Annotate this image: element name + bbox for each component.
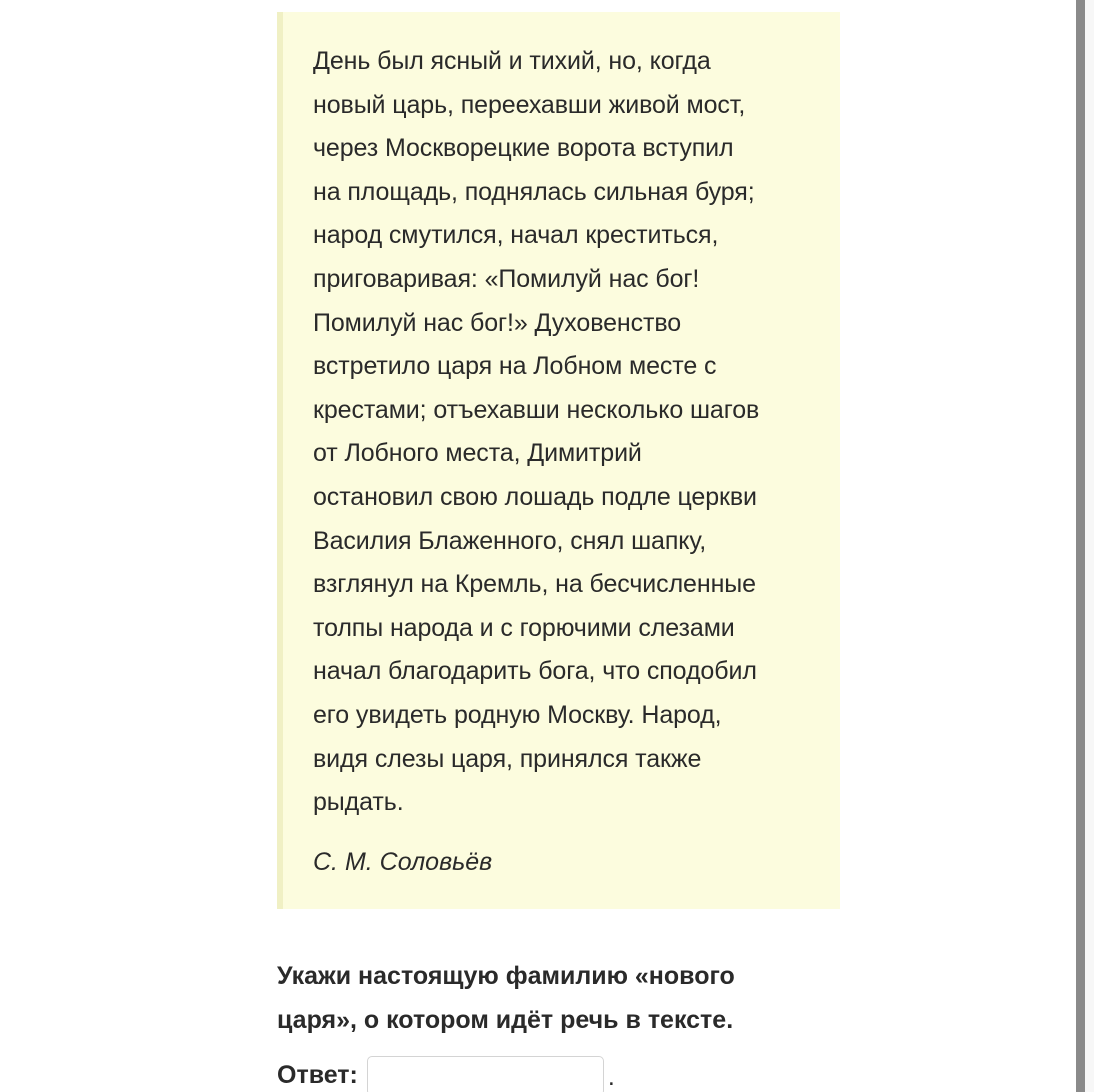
quote-line: новый царь, переехавши живой мост, <box>313 90 746 119</box>
scrollbar-track[interactable] <box>1085 0 1094 1092</box>
quote-line: остановил свою лошадь подле церкви <box>313 482 757 511</box>
quote-block <box>277 12 840 909</box>
question-line: Укажи настоящую фамилию «нового <box>277 962 735 990</box>
answer-label: Ответ: <box>277 1061 358 1089</box>
quote-line: его увидеть родную Москву. Народ, <box>313 700 722 729</box>
quote-line: видя слезы царя, принялся также <box>313 744 702 773</box>
answer-suffix: . <box>607 1063 615 1091</box>
quote-line: взглянул на Кремль, на бесчисленные <box>313 570 756 599</box>
quote-text <box>313 40 833 825</box>
question-text <box>277 954 735 1042</box>
quote-line: народ смутился, начал креститься, <box>313 221 719 250</box>
quote-line: Помилуй нас бог!» Духовенство <box>313 308 682 337</box>
quote-line: от Лобного места, Димитрий <box>313 439 642 468</box>
quote-line: начал благодарить бога, что сподобил <box>313 657 757 686</box>
quote-line: крестами; отъехавши несколько шагов <box>313 395 760 424</box>
quote-line: толпы народа и с горючими слезами <box>313 613 735 642</box>
quote-line: встретило царя на Лобном месте с <box>313 352 717 381</box>
quote-line: приговаривая: «Помилуй нас бог! <box>313 264 700 293</box>
scrollbar-thumb[interactable] <box>1076 0 1085 1092</box>
quote-author: С. М. Соловьёв <box>313 848 493 876</box>
quote-line: на площадь, поднялась сильная буря; <box>313 177 755 206</box>
quote-line: Василия Блаженного, снял шапку, <box>313 526 707 555</box>
question-line: царя», о котором идёт речь в тексте. <box>277 1006 734 1034</box>
quote-line: через Москворецкие ворота вступил <box>313 134 734 163</box>
quote-line: День был ясный и тихий, но, когда <box>313 47 711 75</box>
quote-line: рыдать. <box>313 788 404 817</box>
answer-row <box>277 1056 615 1092</box>
answer-input[interactable] <box>367 1056 604 1092</box>
